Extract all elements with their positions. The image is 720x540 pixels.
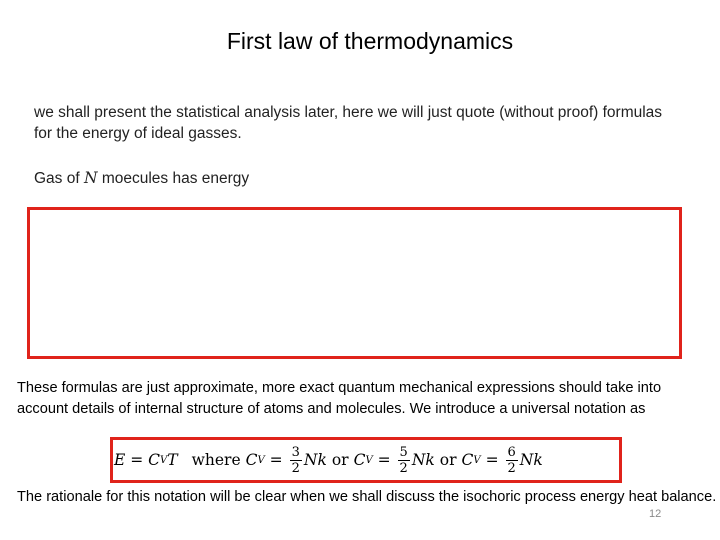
page-title: First law of thermodynamics [226,28,514,54]
equals-sign: = [480,451,504,469]
fraction-denominator: 2 [399,460,408,476]
symbol-c: C [245,451,258,469]
symbol-c: C [461,451,474,469]
universal-notation-formula [114,440,618,480]
fraction-6-2 [506,445,518,476]
fraction-numerator: 5 [399,444,408,460]
fraction-denominator: 2 [507,460,516,476]
symbol-c: C [353,451,366,469]
subscript-v: V [160,454,168,466]
rationale-paragraph: The rationale for this notation will be clear when we shall discuss the isochoric process energy heat balance. [17,489,717,505]
gas-energy-intro [34,168,674,189]
symbol-nk: Nk [519,451,543,469]
energy-formulas-box [27,207,682,359]
symbol-e: E [114,451,126,469]
subscript-v: V [257,454,265,466]
equals-sign: = [372,451,396,469]
intro-paragraph: we shall present the statistical analysis later, here we will just quote (without proof) formulas for the energy of ideal gasses. [34,104,663,142]
symbol-t: T [167,451,178,469]
fraction-numerator: 3 [291,444,300,460]
fraction-3-2 [290,445,302,476]
gas-prefix: Gas of [34,170,84,187]
symbol-nk: Nk [411,451,435,469]
notation-paragraph: These formulas are just approximate, more exact quantum mechanical expressions should take into account details of internal structure of atoms and molecules. We introduce a universal notation as [17,380,662,417]
where-word: where [191,451,241,469]
equals-sign: = [125,451,149,469]
subscript-v: V [473,454,481,466]
symbol-nk: Nk [303,451,327,469]
symbol-c: C [148,451,161,469]
page-number: 12 [649,508,662,520]
gas-suffix: moecules has energy [97,170,250,187]
fraction-5-2 [398,445,410,476]
or-word: or [439,451,457,469]
variable-n: N [83,169,98,187]
fraction-denominator: 2 [291,460,300,476]
equals-sign: = [264,451,288,469]
fraction-numerator: 6 [507,444,516,460]
or-word: or [331,451,349,469]
subscript-v: V [365,454,373,466]
